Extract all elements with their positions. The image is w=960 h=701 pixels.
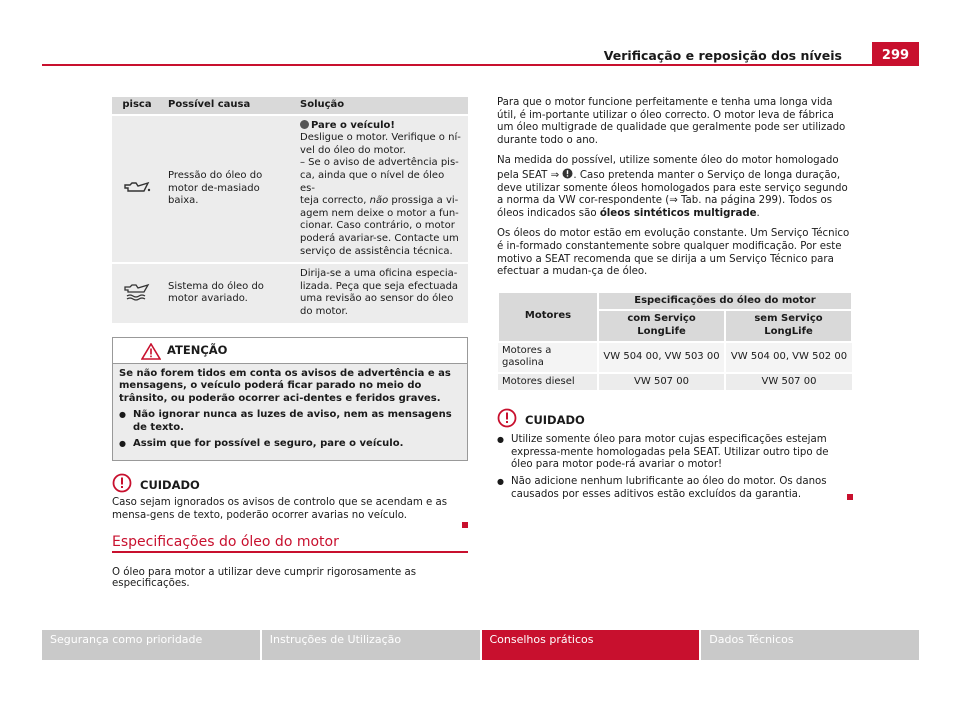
oil-sensor-icon bbox=[112, 263, 162, 322]
col-motores: Motores bbox=[498, 292, 598, 342]
atencao-body bbox=[113, 364, 467, 461]
cuidado-text: Caso sejam ignorados os avisos de controlo que se acendam e as mensa-gens de texto, poderão ocorrer avarias no veículo. bbox=[112, 497, 448, 521]
section-title: Especificações do óleo do motor bbox=[112, 534, 339, 550]
paragraph: Os óleos do motor estão em evolução constante. Um Serviço Técnico é in-formado constantemente sobre qualquer modificação. Por este motivo a SEAT recomenda que se dirija a um Serviço Técnico para efectuar a mudan-ça de óleo. bbox=[497, 228, 850, 278]
solution-cell bbox=[294, 115, 468, 264]
cuidado-bullet: ● Utilize somente óleo para motor cujas especificações estejam expressa-mente homologadas pela SEAT. Utilizar outro tipo de óleo para motor pode-rá avariar o motor! bbox=[497, 434, 853, 472]
page-title: Verificação e reposição dos níveis bbox=[603, 48, 842, 63]
solution-text: Dirija-se a uma oficina especia-lizada. Peça que seja efectuada uma revisão ao sensor do óleo do motor. bbox=[294, 263, 468, 322]
right-column bbox=[497, 97, 853, 505]
table-row: Motores a gasolina VW 504 00, VW 503 00 VW 504 00, VW 502 00 bbox=[498, 342, 852, 373]
cuidado-text-block bbox=[112, 497, 468, 533]
col-causa: Possível causa bbox=[162, 97, 294, 115]
atencao-bullet: ● Não ignorar nunca as luzes de aviso, nem as mensagens de texto. bbox=[119, 409, 461, 434]
caution-icon bbox=[112, 473, 132, 493]
solution-line: ca, ainda que o nível de óleo es- bbox=[300, 169, 445, 194]
col-solucao: Solução bbox=[294, 97, 468, 115]
oil-spec-table bbox=[497, 291, 853, 391]
cuidado-bullet: ● Não adicione nenhum lubrificante ao óleo do motor. Os danos causados por esses aditivos estão excluídos da garantia. bbox=[497, 476, 853, 501]
left-column bbox=[112, 97, 468, 533]
page-number: 299 bbox=[872, 42, 919, 66]
warning-table bbox=[112, 97, 468, 323]
cause-text: Sistema do óleo do motor avariado. bbox=[162, 263, 294, 322]
paragraph: Para que o motor funcione perfeitamente e tenha uma longa vida útil, é im-portante utilizar o óleo correcto. O motor leva de fábrica um óleo multigrade de qualidade que geralmente pode ser utilizado durante todo o ano. bbox=[497, 97, 846, 146]
section-text: O óleo para motor a utilizar deve cumprir rigorosamente as especificações. bbox=[112, 567, 417, 589]
table-row: Motores diesel VW 507 00 VW 507 00 bbox=[498, 373, 852, 391]
solution-line: vel do óleo do motor. bbox=[300, 144, 406, 156]
oil-can-icon bbox=[112, 115, 162, 264]
footer-tab-dados[interactable]: Dados Técnicos bbox=[701, 630, 919, 660]
atencao-bullet: ● Assim que for possível e seguro, pare o veículo. bbox=[119, 438, 461, 451]
atencao-box bbox=[112, 337, 468, 462]
warning-triangle-icon bbox=[141, 343, 161, 360]
caution-icon bbox=[497, 408, 517, 428]
solution-line: teja correcto, não prossiga a vi- bbox=[300, 195, 459, 207]
cuidado-header bbox=[497, 406, 853, 430]
solution-line: Desligue o motor. Verifique o ní- bbox=[300, 132, 461, 144]
solution-line: cionar. Caso contrário, o motor bbox=[300, 220, 455, 232]
footer-tab-seguranca[interactable]: Segurança como prioridade bbox=[42, 630, 260, 660]
paragraph: Na medida do possível, utilize somente óleo do motor homologado pela SEAT ⇒ . Caso pretenda manter o Serviço de longa duração, deve utilizar somente óleos homologados para este serviço segundo a norma da VW cor-respondente (⇒ Tab. na página 299). Todos os óleos indicados são óleos sintéticos multigrade. bbox=[497, 155, 848, 219]
atencao-header bbox=[113, 338, 467, 364]
caution-ref-icon bbox=[562, 168, 573, 179]
footer-tab-instrucoes[interactable]: Instruções de Utilização bbox=[262, 630, 480, 660]
solution-line: – Se o aviso de advertência pis- bbox=[300, 157, 459, 169]
col-without-longlife: sem Serviço LongLife bbox=[725, 310, 852, 341]
atencao-title: ATENÇÃO bbox=[167, 342, 228, 357]
cuidado-header bbox=[112, 471, 468, 495]
solution-line: agem nem deixe o motor a fun- bbox=[300, 207, 459, 219]
cuidado-title: CUIDADO bbox=[140, 478, 200, 493]
end-mark bbox=[462, 522, 468, 528]
section-rule bbox=[112, 551, 468, 553]
atencao-intro: Se não forem tidos em conta os avisos de advertência e as mensagens, o veículo poderá ficar parado no meio do trânsito, ou poderão ocorrer aci-dentes e feridos graves. bbox=[119, 367, 451, 404]
stop-icon bbox=[300, 120, 309, 129]
footer-tab-conselhos[interactable]: Conselhos práticos bbox=[482, 630, 700, 660]
solution-head: Pare o veículo! bbox=[311, 119, 395, 131]
cuidado-title: CUIDADO bbox=[525, 413, 585, 428]
footer-nav bbox=[42, 630, 919, 660]
cause-text: Pressão do óleo do motor de-masiado baixa. bbox=[162, 115, 294, 264]
table-row bbox=[112, 115, 468, 264]
solution-line: poderá avariar-se. Contacte um bbox=[300, 232, 459, 244]
col-with-longlife: com Serviço LongLife bbox=[598, 310, 725, 341]
header-rule bbox=[42, 64, 919, 66]
col-spec: Especificações do óleo do motor bbox=[598, 292, 852, 311]
solution-line: serviço de assistência técnica. bbox=[300, 245, 453, 257]
table-row bbox=[112, 263, 468, 322]
col-pisca: pisca bbox=[112, 97, 162, 115]
